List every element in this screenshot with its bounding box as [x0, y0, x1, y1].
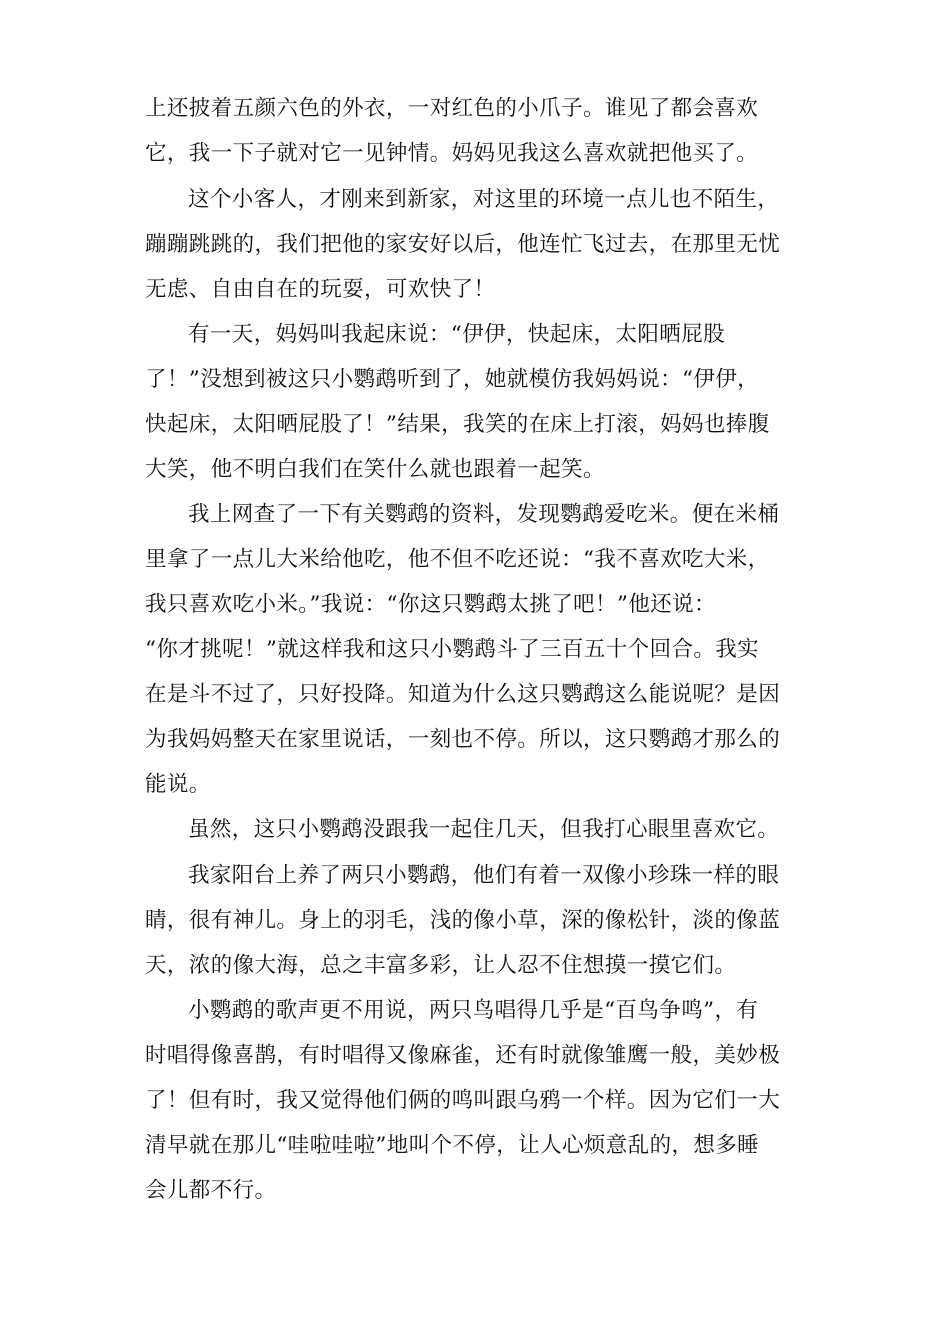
text-line: “你才挑呢！”就这样我和这只小鹦鹉斗了三百五十个回合。我实	[145, 637, 760, 662]
text-line: 快起床，太阳晒屁股了！”结果，我笑的在床上打滚，妈妈也捧腹	[145, 412, 770, 437]
paragraph-first-line: 有一天，妈妈叫我起床说：“伊伊，快起床，太阳晒屁股	[188, 322, 725, 347]
paragraph-first-line: 我家阳台上养了两只小鹦鹉，他们有着一双像小珍珠一样的眼	[188, 863, 780, 888]
text-line: 无虑、自由自在的玩耍，可欢快了！	[145, 277, 496, 302]
text-line: 蹦蹦跳跳的，我们把他的家安好以后，他连忙飞过去，在那里无忧	[145, 232, 781, 257]
text-line: 了！但有时，我又觉得他们俩的鸣叫跟乌鸦一个样。因为它们一大	[145, 1088, 781, 1113]
text-line: 会儿都不行。	[145, 1178, 277, 1203]
text-line: 我只喜欢吃小米。”我说：“你这只鹦鹉太挑了吧！”他还说：	[145, 592, 716, 617]
text-line: 了！”没想到被这只小鹦鹉听到了，她就模仿我妈妈说：“伊伊，	[145, 367, 760, 392]
paragraph-first-line: 小鹦鹉的歌声更不用说，两只鸟唱得几乎是“百鸟争鸣”，有	[188, 998, 759, 1023]
text-line: 睛，很有神儿。身上的羽毛，浅的像小草，深的像松针，淡的像蓝	[145, 908, 781, 933]
text-line: 时唱得像喜鹊，有时唱得又像麻雀，还有时就像雏鹰一般，美妙极	[145, 1043, 781, 1068]
text-line: 天，浓的像大海，总之丰富多彩，让人忍不住想摸一摸它们。	[145, 953, 737, 978]
text-line: 里拿了一点儿大米给他吃，他不但不吃还说：“我不喜欢吃大米，	[145, 547, 770, 572]
paragraph-first-line: 我上网查了一下有关鹦鹉的资料，发现鹦鹉爱吃米。便在米桶	[188, 502, 780, 527]
text-line: 清早就在那儿“哇啦哇啦”地叫个不停，让人心烦意乱的，想多睡	[145, 1133, 760, 1158]
text-line: 大笑，他不明白我们在笑什么就也跟着一起笑。	[145, 457, 605, 482]
paragraph-first-line: 虽然，这只小鹦鹉没跟我一起住几天，但我打心眼里喜欢它。	[188, 817, 780, 842]
text-line: 它，我一下子就对它一见钟情。妈妈见我这么喜欢就把他买了。	[145, 141, 759, 166]
text-line: 能说。	[145, 772, 211, 797]
text-line: 为我妈妈整天在家里说话，一刻也不停。所以，这只鹦鹉才那么的	[145, 727, 781, 752]
text-line: 上还披着五颜六色的外衣，一对红色的小爪子。谁见了都会喜欢	[145, 96, 759, 121]
paragraph-first-line: 这个小客人，才刚来到新家，对这里的环境一点儿也不陌生，	[188, 187, 780, 212]
text-line: 在是斗不过了，只好投降。知道为什么这只鹦鹉这么能说呢？是因	[145, 682, 781, 707]
